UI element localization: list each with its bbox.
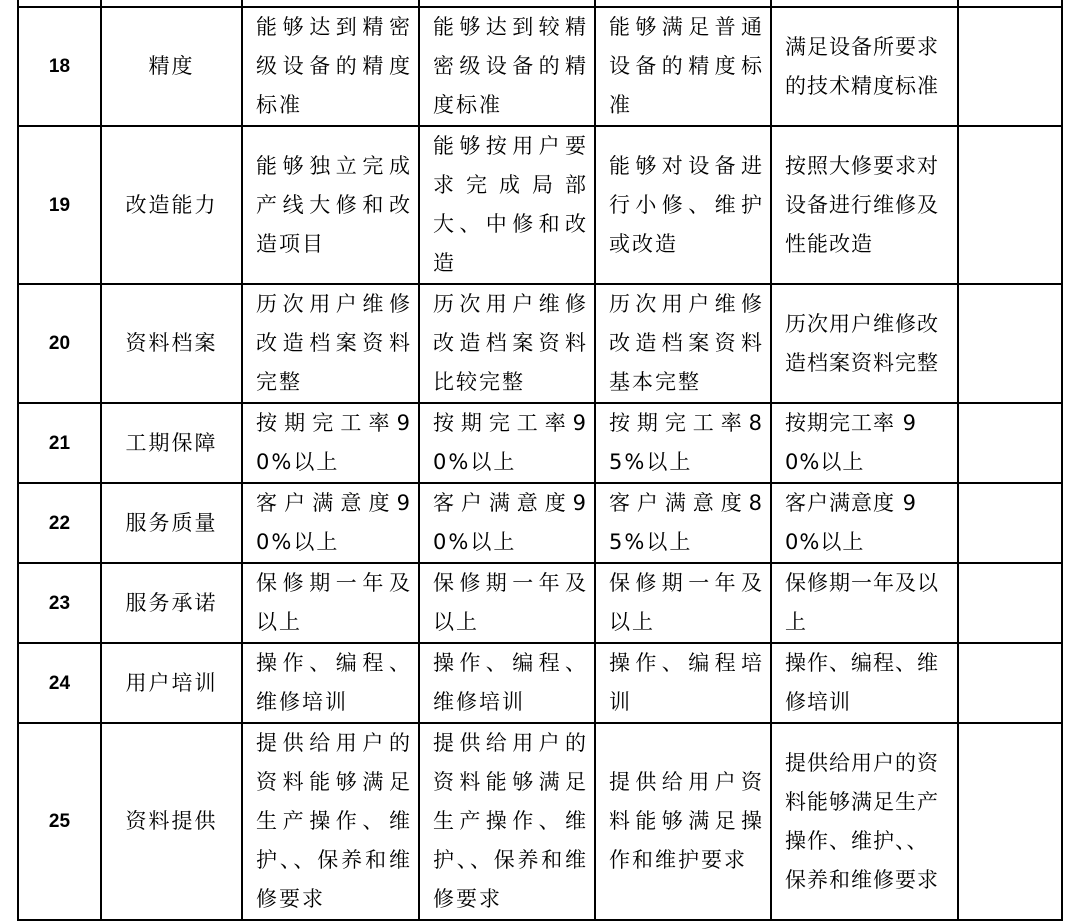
table-row <box>18 126 1062 284</box>
row-number-cell: 19 <box>18 126 101 284</box>
grade-level-1-cell: 历次用户维修改造档案资料完整 <box>242 284 419 403</box>
table-row <box>18 284 1062 403</box>
remark-cell <box>958 643 1062 723</box>
criterion-name-cell: 精度 <box>101 7 242 126</box>
table-cell-edge <box>771 0 958 7</box>
grade-level-2-cell: 按期完工率90%以上 <box>419 403 595 483</box>
row-number-cell: 20 <box>18 284 101 403</box>
grade-level-1-cell: 按期完工率90%以上 <box>242 403 419 483</box>
remark-cell <box>958 723 1062 920</box>
grade-level-3-cell: 能够满足普通设备的精度标准 <box>595 7 771 126</box>
grade-level-4-cell: 满足设备所要求的技术精度标准 <box>771 7 958 126</box>
table-row <box>18 643 1062 723</box>
remark-cell <box>958 403 1062 483</box>
grade-level-4-cell: 提供给用户的资料能够满足生产操作、维护、、保养和维修要求 <box>771 723 958 920</box>
criterion-name-cell: 服务承诺 <box>101 563 242 643</box>
criterion-name-cell: 用户培训 <box>101 643 242 723</box>
criterion-name-cell: 工期保障 <box>101 403 242 483</box>
row-number-cell: 23 <box>18 563 101 643</box>
table-cell-edge <box>958 0 1062 7</box>
table-cell-edge <box>18 0 101 7</box>
grade-level-1-cell: 提供给用户的资料能够满足生产操作、维护、、保养和维修要求 <box>242 723 419 920</box>
table-cell-edge <box>595 0 771 7</box>
row-number-cell: 22 <box>18 483 101 563</box>
table-row <box>18 563 1062 643</box>
grade-level-1-cell: 能够达到精密级设备的精度标准 <box>242 7 419 126</box>
grade-level-4-cell: 历次用户维修改造档案资料完整 <box>771 284 958 403</box>
table-row <box>18 723 1062 920</box>
grade-level-4-cell: 操作、编程、维修培训 <box>771 643 958 723</box>
table-row <box>18 7 1062 126</box>
table-body <box>18 0 1062 920</box>
row-number-cell: 21 <box>18 403 101 483</box>
remark-cell <box>958 483 1062 563</box>
row-number-cell: 25 <box>18 723 101 920</box>
grade-level-1-cell: 能够独立完成产线大修和改造项目 <box>242 126 419 284</box>
grade-level-4-cell: 按期完工率 90%以上 <box>771 403 958 483</box>
remark-cell <box>958 126 1062 284</box>
grade-level-4-cell: 客户满意度 90%以上 <box>771 483 958 563</box>
grade-level-3-cell: 能够对设备进行小修、维护或改造 <box>595 126 771 284</box>
table-row <box>18 403 1062 483</box>
grade-level-3-cell: 客户满意度85%以上 <box>595 483 771 563</box>
grade-level-2-cell: 提供给用户的资料能够满足生产操作、维护、、保养和维修要求 <box>419 723 595 920</box>
criterion-name-cell: 改造能力 <box>101 126 242 284</box>
grade-level-2-cell: 操作、编程、维修培训 <box>419 643 595 723</box>
grade-level-3-cell: 提供给用户资料能够满足操作和维护要求 <box>595 723 771 920</box>
grade-level-1-cell: 客户满意度90%以上 <box>242 483 419 563</box>
grade-level-4-cell: 保修期一年及以上 <box>771 563 958 643</box>
table-cell-edge <box>101 0 242 7</box>
grade-level-2-cell: 能够按用户要求完成局部大、中修和改造 <box>419 126 595 284</box>
grade-level-1-cell: 保修期一年及以上 <box>242 563 419 643</box>
criterion-name-cell: 资料提供 <box>101 723 242 920</box>
grade-level-3-cell: 历次用户维修改造档案资料基本完整 <box>595 284 771 403</box>
grade-level-2-cell: 历次用户维修改造档案资料比较完整 <box>419 284 595 403</box>
row-number-cell: 24 <box>18 643 101 723</box>
remark-cell <box>958 284 1062 403</box>
grade-level-2-cell: 能够达到较精密级设备的精度标准 <box>419 7 595 126</box>
table-row-previous-edge <box>18 0 1062 7</box>
grade-level-3-cell: 保修期一年及以上 <box>595 563 771 643</box>
remark-cell <box>958 7 1062 126</box>
table-cell-edge <box>419 0 595 7</box>
criterion-name-cell: 服务质量 <box>101 483 242 563</box>
grade-level-1-cell: 操作、编程、维修培训 <box>242 643 419 723</box>
grade-level-3-cell: 操作、编程培训 <box>595 643 771 723</box>
grade-level-3-cell: 按期完工率85%以上 <box>595 403 771 483</box>
criterion-name-cell: 资料档案 <box>101 284 242 403</box>
table-cell-edge <box>242 0 419 7</box>
grade-level-2-cell: 客户满意度90%以上 <box>419 483 595 563</box>
grade-level-2-cell: 保修期一年及以上 <box>419 563 595 643</box>
grading-criteria-table <box>17 0 1063 921</box>
remark-cell <box>958 563 1062 643</box>
table-row <box>18 483 1062 563</box>
grade-level-4-cell: 按照大修要求对设备进行维修及性能改造 <box>771 126 958 284</box>
row-number-cell: 18 <box>18 7 101 126</box>
